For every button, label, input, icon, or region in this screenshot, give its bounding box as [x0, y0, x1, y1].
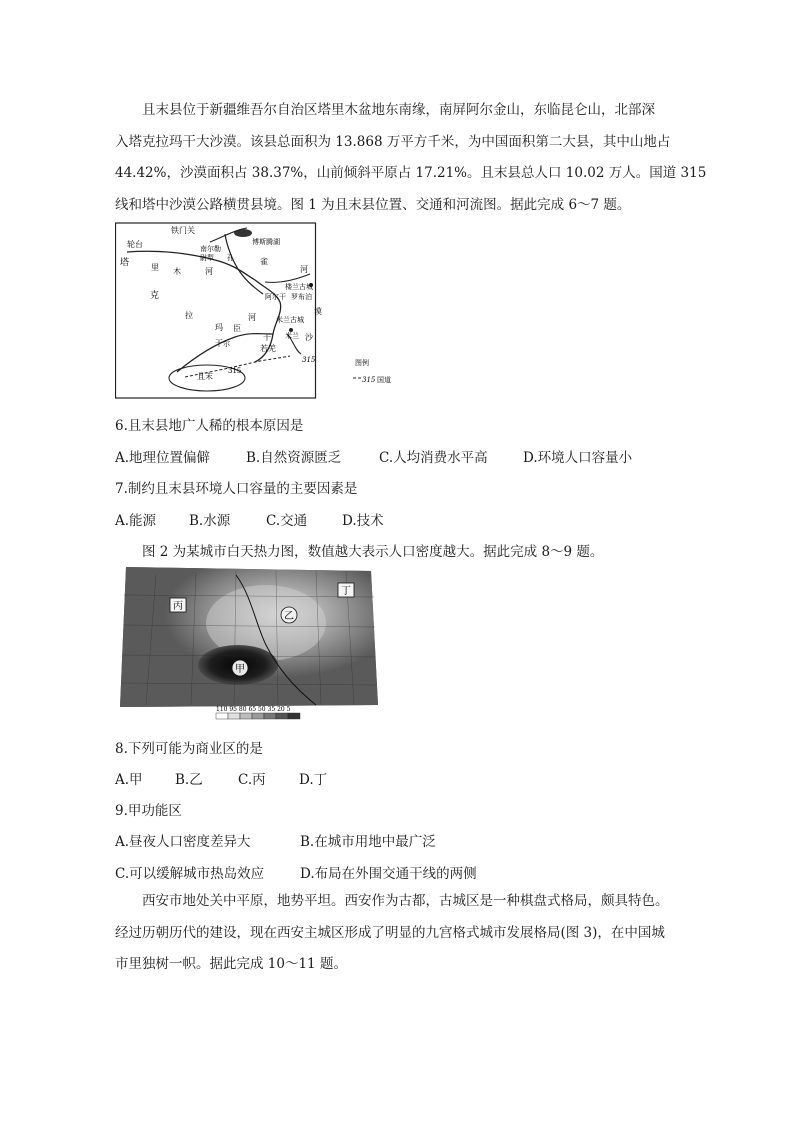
- label-luobupo: 罗布泊: [291, 293, 312, 301]
- label-milan2: 米兰: [285, 332, 299, 340]
- question-9-stem: 9.甲功能区: [115, 803, 182, 819]
- label-luntai: 轮台: [127, 240, 143, 249]
- q8-option-c: C.丙: [238, 772, 266, 788]
- intro-line: 44.42%，沙漠面积占 38.37%，山前倾斜平原占 17.21%。且末县总人口 10.02 万人。国道 315: [115, 165, 707, 181]
- city-heat-map: [116, 565, 386, 725]
- intro-line: 经过历朝历代的建设，现在西安主城区形成了明显的九宫格式城市发展格局(图 3)，在中国城: [115, 924, 665, 941]
- label-kong: 孔: [227, 254, 234, 262]
- label-yuli: 尉犁: [200, 254, 214, 262]
- intro-paragraph-xian: [115, 886, 690, 981]
- label-qiemo: 且末: [197, 372, 213, 381]
- intro-line: 且末县位于新疆维吾尔自治区塔里木盆地东南缘，南屏阿尔金山，东临昆仑山，北部深: [142, 102, 655, 118]
- label-kuerle: 南尔勒: [200, 245, 221, 253]
- q8-option-b: B.乙: [175, 772, 203, 788]
- label-road-315-b: 315: [302, 356, 316, 364]
- intro-line: 入塔克拉玛干大沙漠。该县总面积为 13.868 万平方千米，为中国面积第二大县，其中山地占: [115, 133, 671, 150]
- question-6-stem: 6.且末县地广人稀的根本原因是: [115, 418, 304, 434]
- label-he2: 河: [205, 267, 213, 276]
- label-sha: 沙: [305, 333, 313, 342]
- intro-line: 线和塔中沙漠公路横贯县境。图 1 为且末县位置、交通和河流图。据此完成 6～7 题。: [115, 196, 631, 213]
- label-mu: 木: [173, 267, 181, 276]
- q9-option-c: C.可以缓解城市热岛效应: [115, 866, 265, 882]
- river-east: [265, 274, 310, 282]
- label-bositenghu: 博斯腾湖: [252, 238, 280, 246]
- legend-road-number: 315: [362, 376, 376, 384]
- label-he3: 河: [248, 313, 256, 322]
- q6-option-c: C.人均消费水平高: [379, 450, 488, 466]
- heat-scale-labels: 110 95 80 65 50 35 20 5: [216, 706, 291, 713]
- q9-option-b: B.在城市用地中最广泛: [300, 834, 436, 850]
- question-9-options-row1: [115, 830, 436, 850]
- q7-option-c: C.交通: [266, 513, 308, 529]
- label-ding: 丁: [341, 586, 351, 597]
- label-li: 里: [151, 263, 159, 272]
- label-yi: 乙: [284, 611, 294, 622]
- question-7-options: [115, 509, 384, 529]
- label-bing: 丙: [173, 601, 183, 612]
- label-gan2: 干: [263, 333, 271, 342]
- label-gan1: 干: [215, 339, 223, 348]
- label-mo: 漠: [314, 307, 322, 316]
- label-road-315-a: 315: [228, 367, 242, 375]
- q7-option-b: B.水源: [189, 513, 231, 529]
- question-8-options: [115, 768, 327, 788]
- label-loulan: 楼兰古城: [285, 283, 313, 291]
- legend-title: 图例: [355, 359, 369, 367]
- label-jia: 甲: [235, 664, 245, 675]
- label-ruoqiang: 若羌: [260, 344, 276, 353]
- heat-scale-bar: [216, 713, 300, 719]
- label-ta: 塔: [120, 258, 130, 268]
- intro-paragraph-heatmap: 图 2 为某城市白天热力图，数值越大表示人口密度越大。据此完成 8～9 题。: [142, 544, 604, 560]
- q8-option-d: D.丁: [299, 772, 328, 788]
- q6-option-b: B.自然资源匮乏: [246, 450, 342, 466]
- q7-option-d: D.技术: [342, 513, 384, 529]
- label-tiemenguan: 铁门关: [171, 226, 195, 235]
- intro-paragraph-qiemo: [115, 95, 707, 221]
- question-6-options: [115, 446, 632, 466]
- q9-option-d: D.布局在外围交通干线的两侧: [300, 866, 477, 882]
- label-aergan: 阿尔干: [265, 293, 286, 301]
- intro-line: 市里独树一帜。据此完成 10～11 题。: [115, 956, 347, 972]
- label-chen: 臣: [233, 324, 241, 333]
- q8-option-a: A.甲: [115, 772, 143, 788]
- question-7-stem: 7.制约且末县环境人口容量的主要因素是: [115, 481, 358, 497]
- label-ma: 玛: [215, 323, 223, 332]
- label-milan: 米兰古城: [276, 316, 304, 324]
- intro-line: 西安市地处关中平原，地势平坦。西安作为古都，古城区是一种棋盘式格局，颇具特色。: [142, 893, 669, 909]
- qiemo-location-map: [115, 222, 415, 400]
- q6-option-d: D.环境人口容量小: [523, 450, 633, 466]
- label-la: 拉: [185, 311, 193, 320]
- label-he1: 河: [300, 265, 308, 274]
- label-ke: 克: [150, 291, 160, 301]
- q9-option-a: A.昼夜人口密度差异大: [115, 834, 251, 850]
- bositeng-lake: [234, 229, 252, 237]
- label-que: 雀: [260, 257, 268, 266]
- legend-road-text: 国道: [377, 376, 391, 384]
- label-er: 尔: [223, 340, 230, 348]
- question-8-stem: 8.下列可能为商业区的是: [115, 741, 263, 757]
- q7-option-a: A.能源: [115, 513, 157, 529]
- q6-option-a: A.地理位置偏僻: [115, 450, 211, 466]
- question-9-options-row2: [115, 862, 477, 882]
